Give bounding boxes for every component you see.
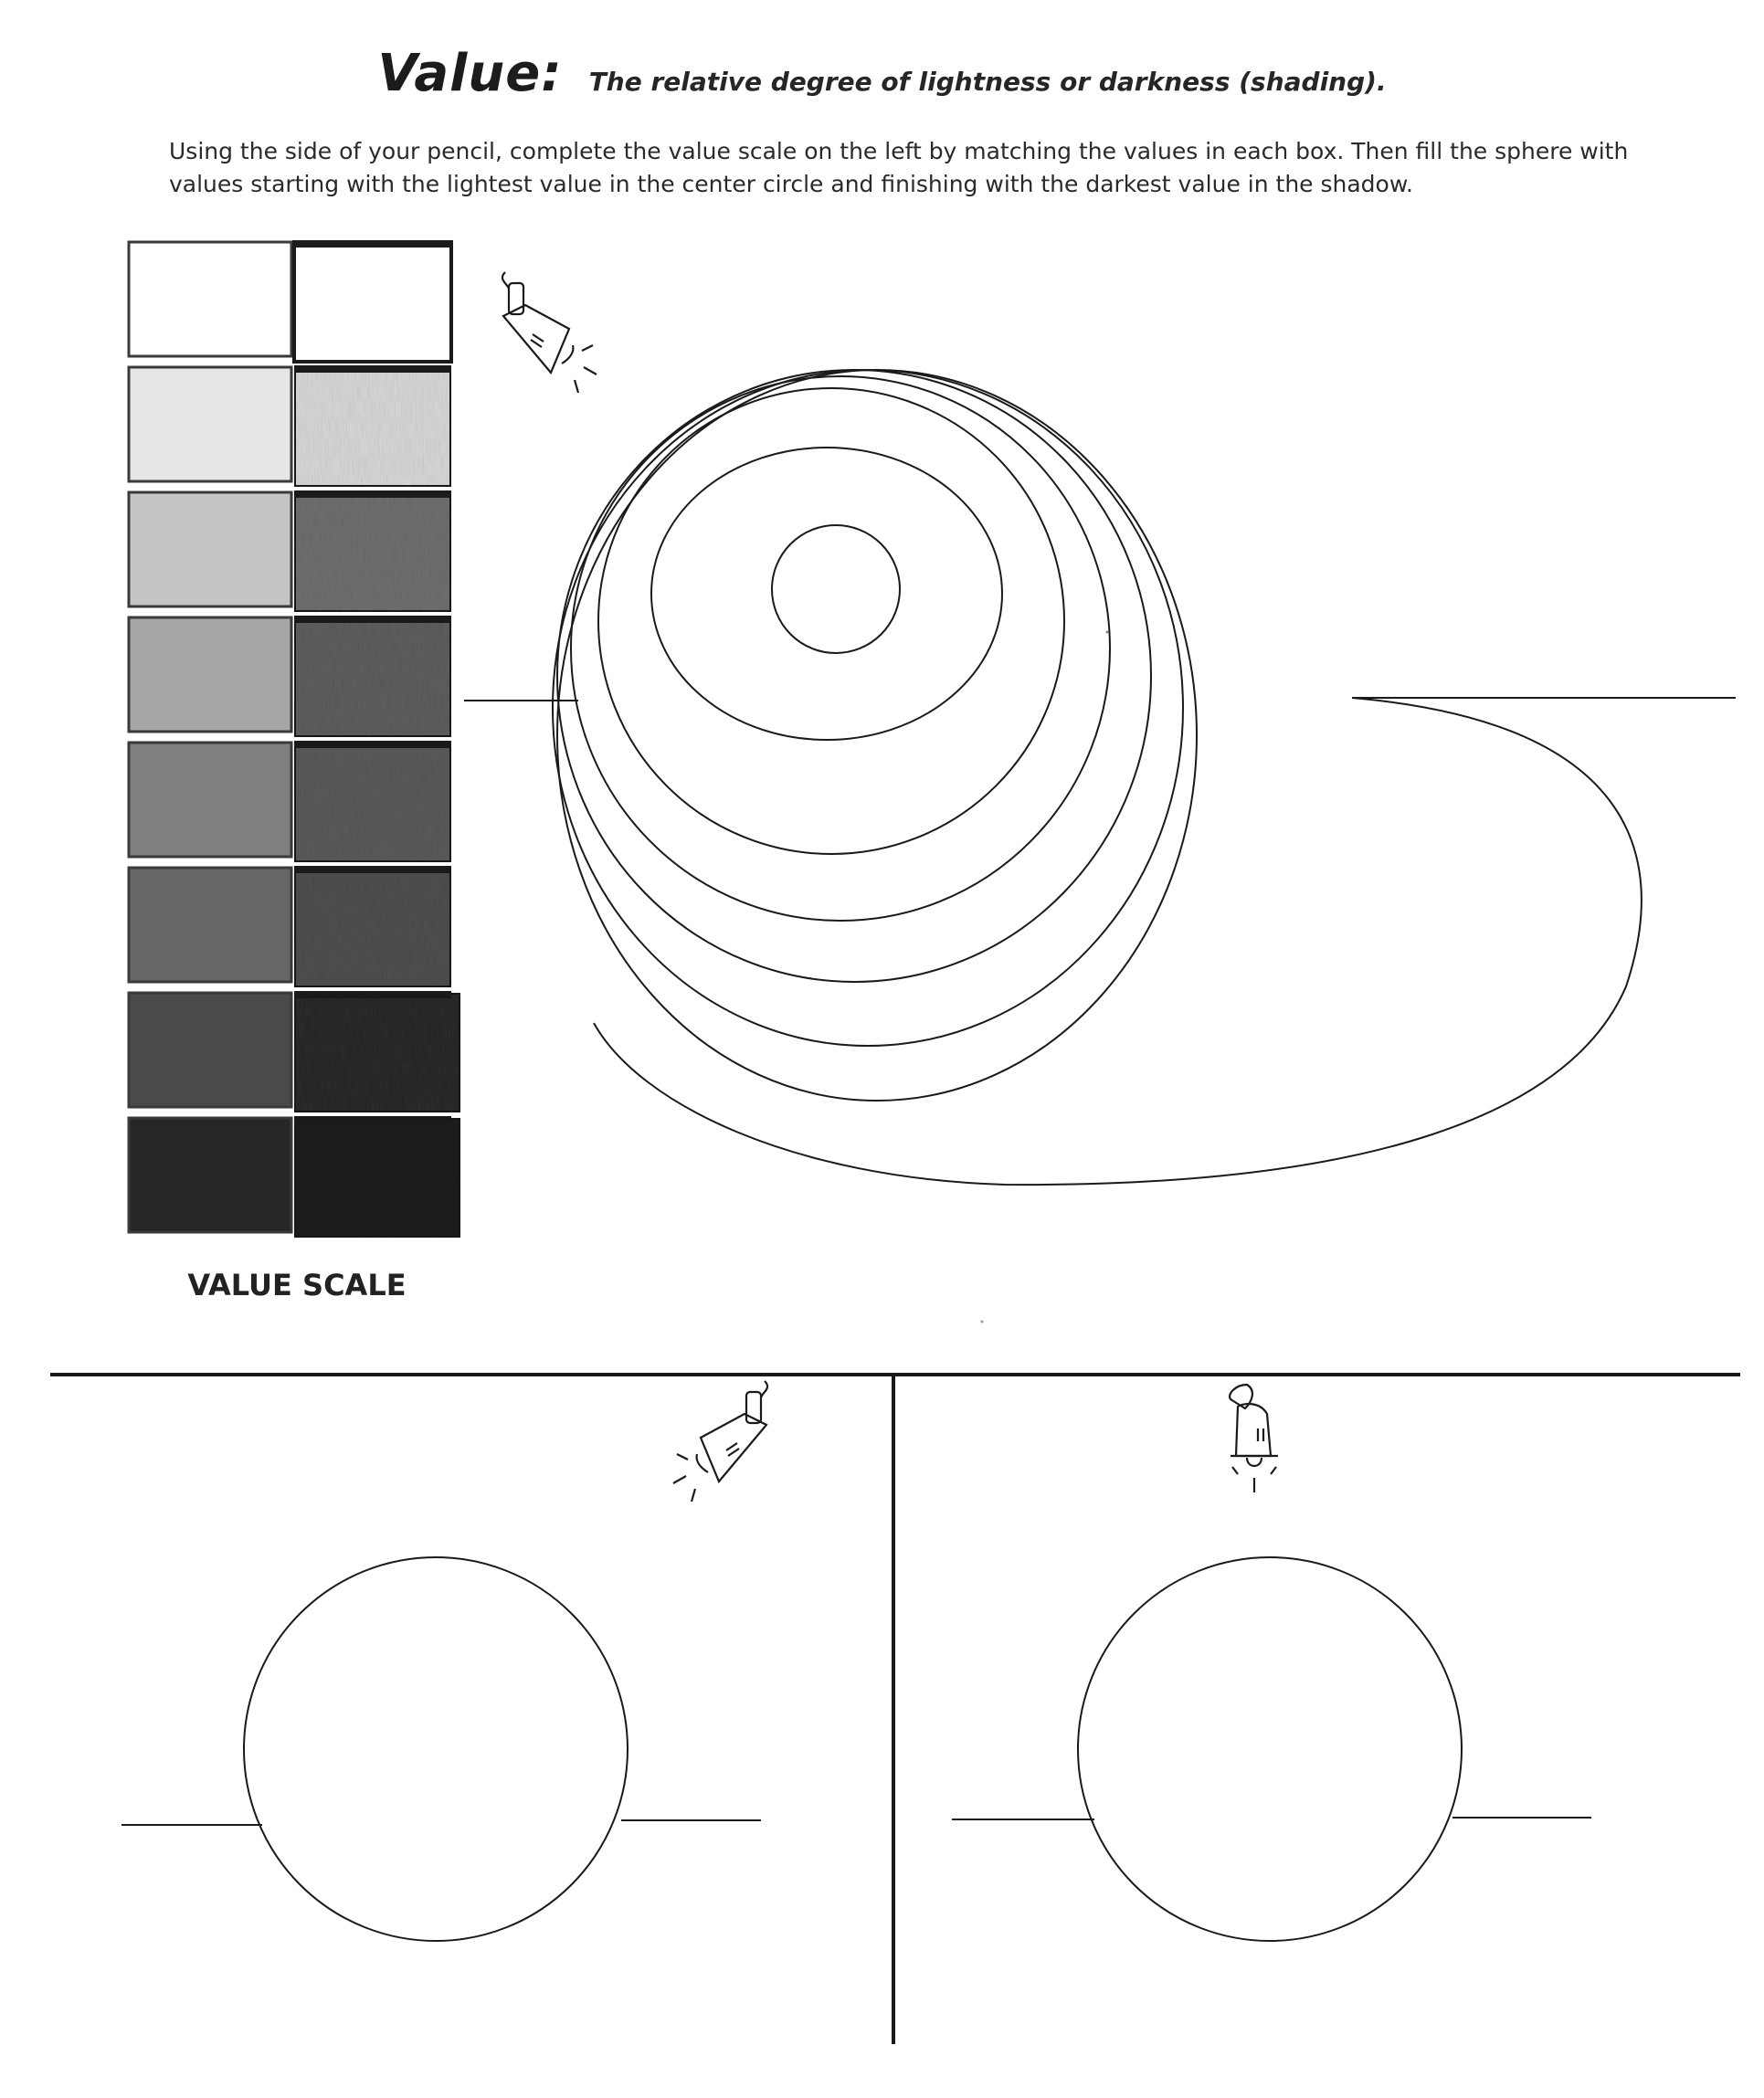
page-title: Value: <box>377 44 563 103</box>
reference-value-box <box>129 743 291 857</box>
reference-value-box <box>129 367 291 481</box>
student-value-box[interactable] <box>294 993 460 1112</box>
box-top-border <box>294 991 451 998</box>
box-top-border <box>294 866 451 873</box>
bottom-right-sphere-study <box>952 1557 1591 1941</box>
reference-value-box <box>129 1118 291 1232</box>
sphere-ring-4 <box>571 376 1110 921</box>
box-top-border <box>294 240 451 248</box>
box-top-border <box>294 365 451 373</box>
box-top-border <box>294 1116 451 1123</box>
student-value-box[interactable] <box>294 367 451 487</box>
spotlight-icon <box>673 1381 767 1502</box>
reference-value-box <box>129 868 291 982</box>
student-value-box[interactable] <box>294 492 451 612</box>
box-top-border <box>294 616 451 623</box>
cast-shadow-outline <box>594 698 1642 1185</box>
value-scale-label: VALUE SCALE <box>187 1268 407 1302</box>
value-scale-reference-column <box>129 242 291 1232</box>
sphere-ring-2 <box>651 448 1002 740</box>
box-top-border <box>294 741 451 748</box>
instructions-line-2: values starting with the lightest value in the center circle and finishing with the darkest value in the shadow. <box>169 171 1413 197</box>
sphere-outline <box>1078 1557 1462 1941</box>
reference-value-box <box>129 617 291 732</box>
pendant-lamp-icon <box>1230 1385 1278 1492</box>
reference-value-box <box>129 492 291 606</box>
student-value-box[interactable] <box>294 868 451 987</box>
student-value-box[interactable] <box>294 743 451 862</box>
instructions-line-1: Using the side of your pencil, complete the value scale on the left by matching the values in each box. Then fill the sphere with <box>169 138 1629 164</box>
sphere-ring-6 <box>553 370 1183 1046</box>
reference-value-box <box>129 242 291 356</box>
sphere-ring-1 <box>772 525 900 653</box>
student-value-box[interactable] <box>294 242 451 362</box>
student-value-box[interactable] <box>294 617 451 737</box>
sphere-ring-5 <box>557 370 1151 982</box>
large-sphere-study <box>464 370 1736 1185</box>
bottom-left-sphere-study <box>121 1557 761 1941</box>
value-scale-student-column <box>294 240 460 1238</box>
reference-value-box <box>129 993 291 1107</box>
sphere-outline <box>244 1557 628 1941</box>
student-value-box[interactable] <box>294 1118 460 1238</box>
title-definition: The relative degree of lightness or darkness (shading). <box>588 67 1387 97</box>
spotlight-icon <box>502 272 597 393</box>
box-top-border <box>294 490 451 498</box>
